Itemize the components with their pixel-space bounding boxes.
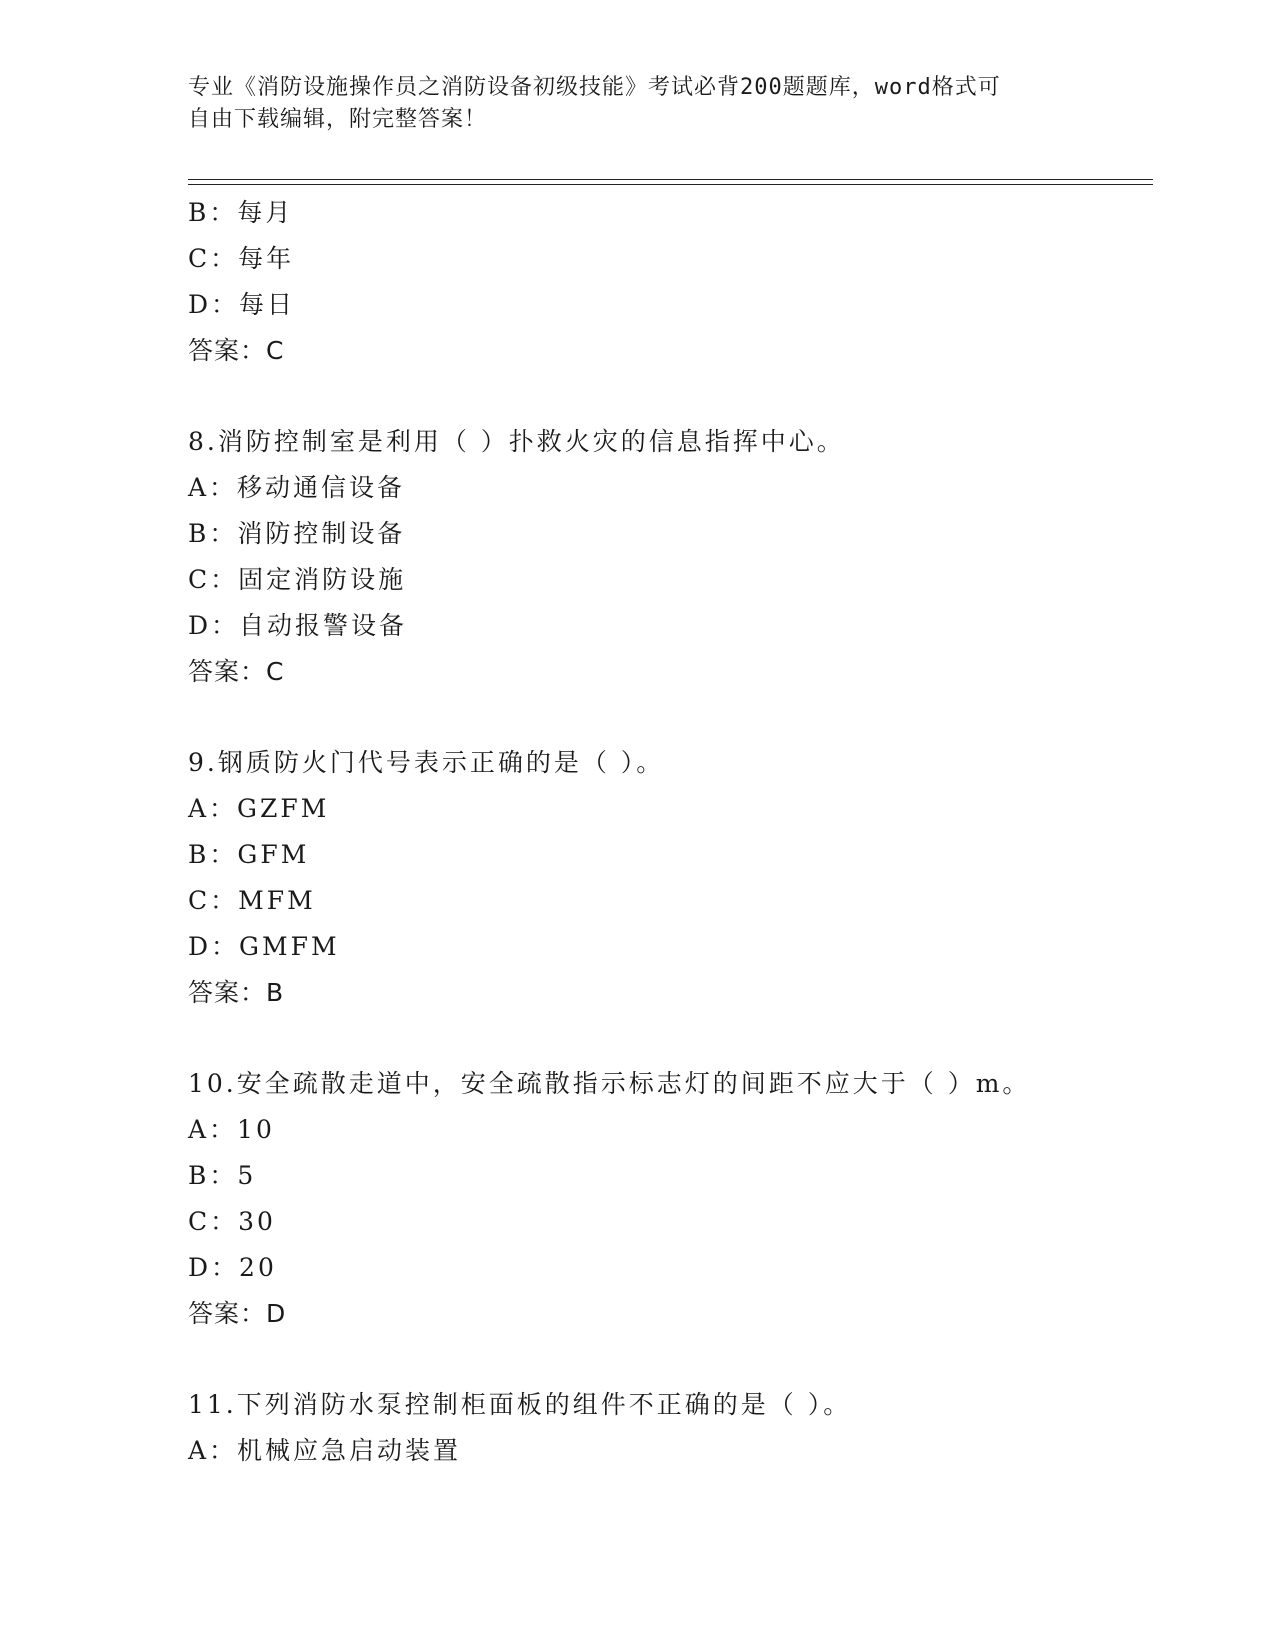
option-c: C：MFM (188, 886, 316, 915)
option-c: C：每年 (188, 244, 295, 273)
question-text: 9.钢质防火门代号表示正确的是（ ）。 (188, 748, 665, 777)
option-c: C：固定消防设施 (188, 565, 407, 594)
question-11 (188, 1382, 1153, 1474)
header-divider-bottom (188, 184, 1153, 185)
question-text: 8.消防控制室是利用（ ）扑救火灾的信息指挥中心。 (188, 427, 845, 456)
option-c: C：30 (188, 1207, 276, 1236)
question-7-continued (188, 190, 1153, 374)
question-text: 10.安全疏散走道中，安全疏散指示标志灯的间距不应大于（ ）m。 (188, 1069, 1031, 1098)
option-b: B：消防控制设备 (188, 519, 406, 548)
option-d: D：自动报警设备 (188, 611, 408, 640)
option-a: A：GZFM (188, 794, 330, 823)
question-9 (188, 740, 1153, 1016)
answer: 答案：B (188, 978, 285, 1007)
header-line-2: 自由下载编辑，附完整答案！ (188, 107, 488, 132)
answer: 答案：D (188, 1299, 287, 1328)
question-text: 11.下列消防水泵控制柜面板的组件不正确的是（ ）。 (188, 1390, 852, 1419)
header-line-1: 专业《消防设施操作员之消防设备初级技能》考试必背200题题库，word格式可 (188, 75, 1001, 100)
option-d: D：GMFM (188, 932, 340, 961)
answer: 答案：C (188, 657, 285, 686)
header-divider-top (188, 179, 1153, 180)
option-b: B：5 (188, 1161, 257, 1190)
option-a: A：移动通信设备 (188, 473, 406, 502)
option-b: B：每月 (188, 198, 294, 227)
question-10 (188, 1061, 1153, 1337)
option-a: A：10 (188, 1115, 275, 1144)
option-b: B：GFM (188, 840, 310, 869)
document-header (188, 72, 1088, 136)
option-d: D：每日 (188, 290, 296, 319)
option-a: A：机械应急启动装置 (188, 1436, 462, 1465)
answer: 答案：C (188, 336, 285, 365)
question-list (188, 190, 1153, 1474)
question-8 (188, 419, 1153, 695)
option-d: D：20 (188, 1253, 277, 1282)
